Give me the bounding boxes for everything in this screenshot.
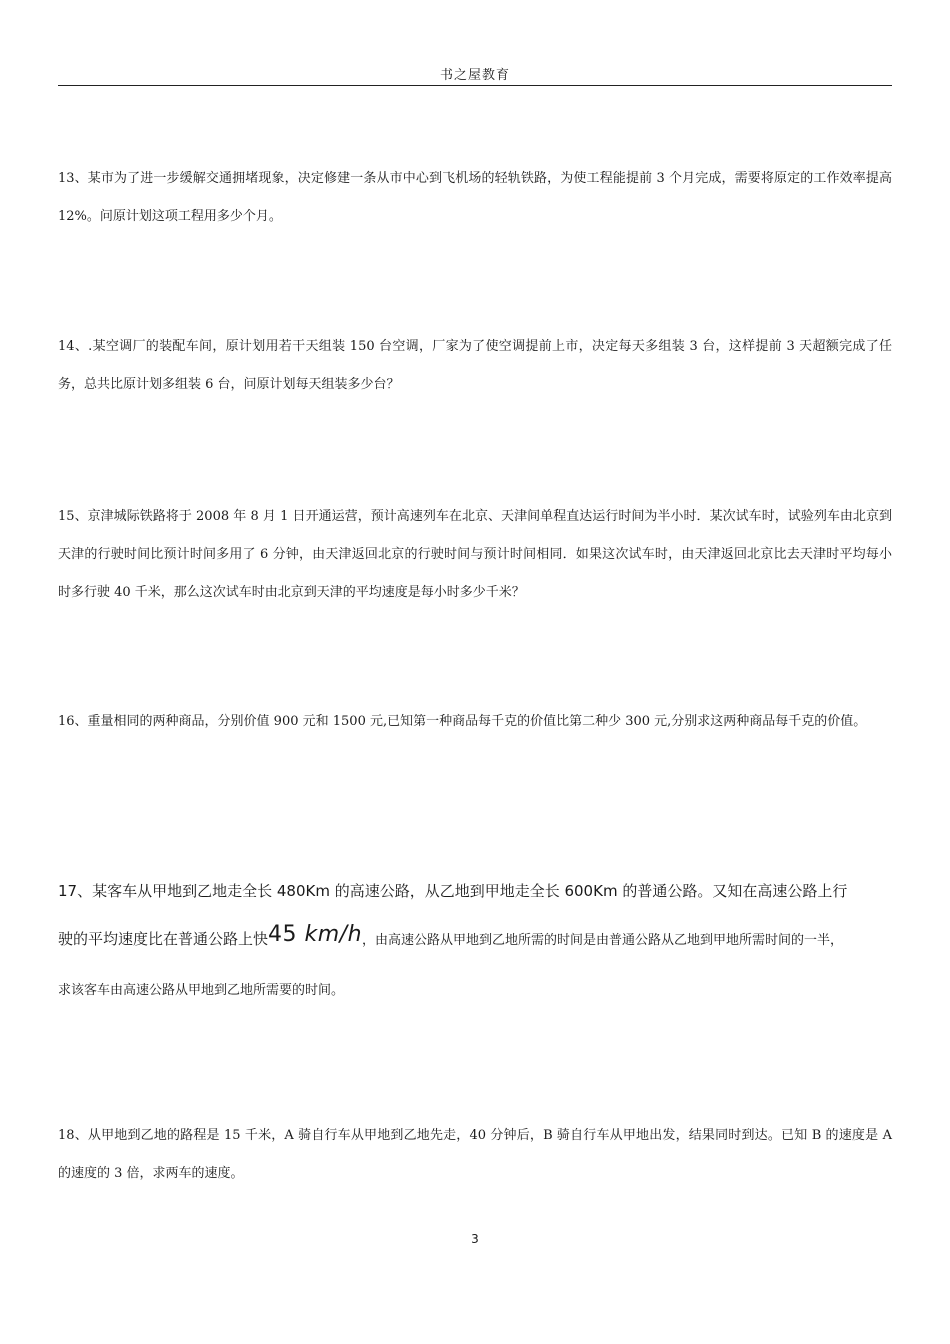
question-15-text: 15、京津城际铁路将于 2008 年 8 月 1 日开通运营，预计高速列车在北京、天津间单程直达运行时间为半小时．某次试车时，试验列车由北京到天津的行驶时间比预计时间多用了 6 分钟，由天津返回北京的行驶时间与预计时间相同．如果这次试车时，由天津返回北京比去天津时平均每小时多行驶 40 千米，那么这次试车时由北京到天津的平均速度是每小时多少千米？ xyxy=(58,509,892,600)
question-17-line-3: 求该客车由高速公路从甲地到乙地所需要的时间。 xyxy=(58,983,345,998)
page-header-title: 书之屋教育 xyxy=(439,68,510,83)
question-14-text: 14、.某空调厂的装配车间，原计划用若干天组装 150 台空调，厂家为了使空调提前上市，决定每天多组装 3 台，这样提前 3 天超额完成了任务，总共比原计划多组装 6 台，问原计划每天组装多少台？ xyxy=(58,339,892,392)
question-17-line-2-end: ，由高速公路从甲地到乙地所需的时间是由普通公路从乙地到甲地所需时间的一半， xyxy=(362,933,844,948)
question-17-line-2 xyxy=(58,922,892,954)
question-13 xyxy=(58,160,892,236)
question-18-text: 18、从甲地到乙地的路程是 15 千米，A 骑自行车从甲地到乙地先走，40 分钟后，B 骑自行车从甲地出发，结果同时到达。已知 B 的速度是 A 的速度的 3 倍，求两车的速度。 xyxy=(58,1128,892,1181)
question-17 xyxy=(58,878,892,1004)
question-18 xyxy=(58,1117,892,1193)
header-divider xyxy=(58,85,892,86)
question-16 xyxy=(58,703,892,741)
question-13-text: 13、某市为了进一步缓解交通拥堵现象，决定修建一条从市中心到飞机场的轻轨铁路，为使工程能提前 3 个月完成，需要将原定的工作效率提高 12%。问原计划这项工程用多少个月。 xyxy=(58,171,892,224)
question-15 xyxy=(58,498,892,612)
question-17-line-1: 17、某客车从甲地到乙地走全长 480Km 的高速公路，从乙地到甲地走全长 600Km 的普通公路。又知在高速公路上行 xyxy=(58,882,848,900)
question-16-text: 16、重量相同的两种商品，分别价值 900 元和 1500 元,已知第一种商品每千克的价值比第二种少 300 元,分别求这两种商品每千克的价值。 xyxy=(58,714,867,729)
question-17-line-2-start: 驶的平均速度比在普通公路上快 xyxy=(58,930,269,948)
speed-unit: km/h xyxy=(304,922,363,947)
speed-difference-formula xyxy=(268,922,362,947)
page-number: 3 xyxy=(471,1232,479,1246)
question-14 xyxy=(58,328,892,404)
speed-value: 45 xyxy=(268,922,298,947)
